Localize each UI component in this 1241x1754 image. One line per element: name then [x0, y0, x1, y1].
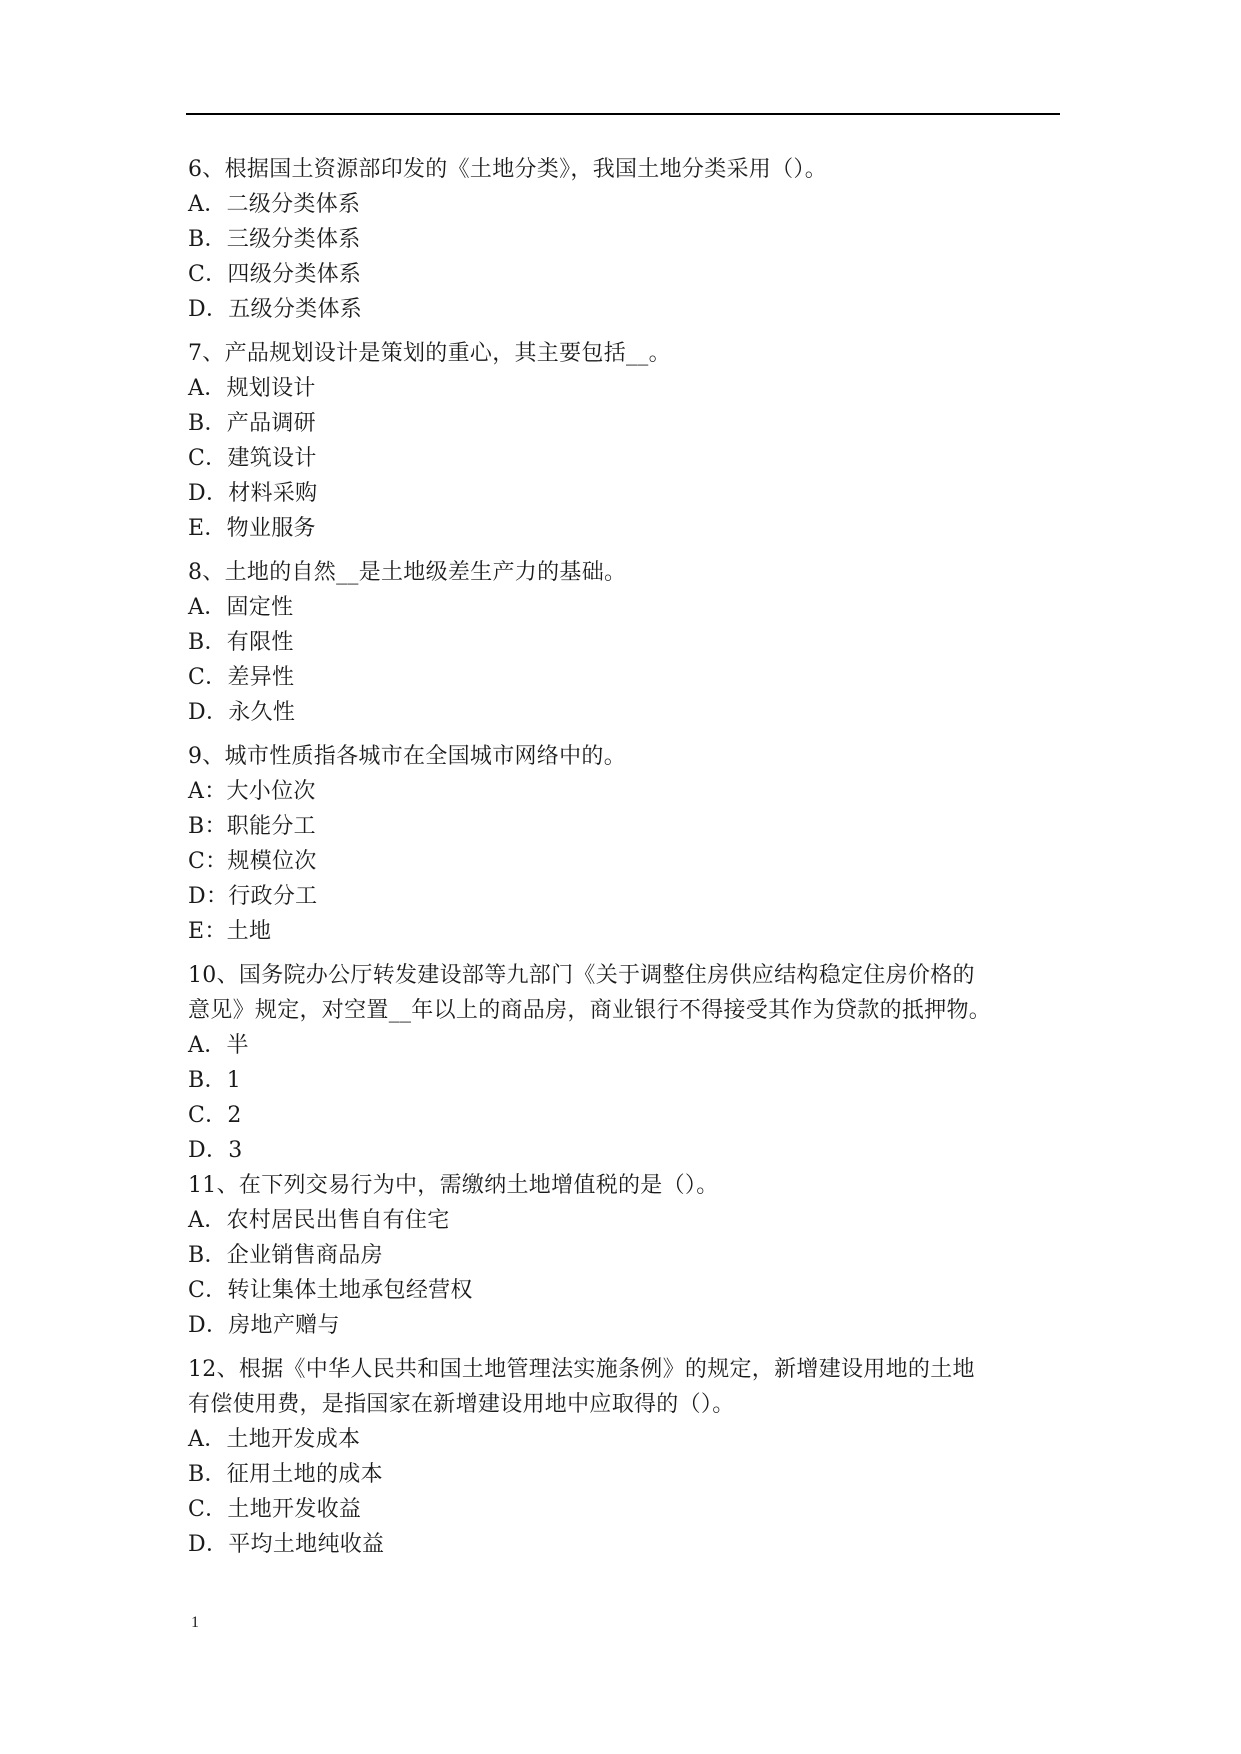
question-6-option-b: B．三级分类体系 — [188, 227, 361, 252]
question-6-option-c: C．四级分类体系 — [188, 262, 362, 287]
question-10 — [188, 958, 1060, 1168]
question-12 — [188, 1352, 1060, 1562]
question-11-option-a: A．农村居民出售自有住宅 — [188, 1208, 450, 1233]
question-12-option-c: C．土地开发收益 — [188, 1497, 362, 1522]
question-10-stem-line-2: 意见》规定，对空置__年以上的商品房，商业银行不得接受其作为贷款的抵押物。 — [188, 998, 992, 1023]
question-11-stem: 11、在下列交易行为中，需缴纳土地增值税的是（）。 — [188, 1173, 719, 1198]
question-12-stem-line-1: 12、根据《中华人民共和国土地管理法实施条例》的规定，新增建设用地的土地 — [188, 1357, 975, 1382]
question-12-option-a: A．土地开发成本 — [188, 1427, 361, 1452]
question-7 — [188, 336, 1060, 546]
question-8 — [188, 555, 1060, 730]
question-12-option-b: B．征用土地的成本 — [188, 1462, 383, 1487]
question-7-option-c: C．建筑设计 — [188, 446, 317, 471]
question-9-option-e: E：土地 — [188, 919, 272, 944]
question-7-option-b: B．产品调研 — [188, 411, 316, 436]
question-9 — [188, 739, 1060, 949]
question-11 — [188, 1168, 1060, 1343]
question-7-option-a: A．规划设计 — [188, 376, 316, 401]
question-11-option-c: C．转让集体土地承包经营权 — [188, 1278, 473, 1303]
question-8-stem: 8、土地的自然__是土地级差生产力的基础。 — [188, 560, 627, 585]
question-10-option-a: A．半 — [188, 1033, 249, 1058]
question-7-stem: 7、产品规划设计是策划的重心，其主要包括__。 — [188, 341, 671, 366]
question-8-option-d: D．永久性 — [188, 700, 296, 725]
question-9-stem: 9、城市性质指各城市在全国城市网络中的。 — [188, 744, 626, 769]
question-6 — [188, 152, 1060, 327]
question-7-option-d: D．材料采购 — [188, 481, 318, 506]
question-8-option-b: B．有限性 — [188, 630, 294, 655]
question-10-stem-line-1: 10、国务院办公厅转发建设部等九部门《关于调整住房供应结构稳定住房价格的 — [188, 963, 975, 988]
question-6-option-a: A．二级分类体系 — [188, 192, 361, 217]
question-9-option-b: B：职能分工 — [188, 814, 316, 839]
question-8-option-c: C．差异性 — [188, 665, 295, 690]
header-rule — [186, 113, 1060, 115]
question-6-option-d: D．五级分类体系 — [188, 297, 363, 322]
question-10-option-c: C．2 — [188, 1103, 242, 1128]
question-9-option-c: C：规模位次 — [188, 849, 317, 874]
page-number: 1 — [191, 1614, 199, 1631]
question-10-option-b: B．1 — [188, 1068, 242, 1093]
question-7-option-e: E．物业服务 — [188, 516, 316, 541]
question-6-stem: 6、根据国土资源部印发的《土地分类》，我国土地分类采用（）。 — [188, 157, 827, 182]
question-11-option-b: B．企业销售商品房 — [188, 1243, 383, 1268]
question-9-option-d: D：行政分工 — [188, 884, 318, 909]
question-10-option-d: D．3 — [188, 1138, 243, 1163]
question-12-option-d: D．平均土地纯收益 — [188, 1532, 385, 1557]
question-12-stem-line-2: 有偿使用费，是指国家在新增建设用地中应取得的（）。 — [188, 1392, 735, 1417]
question-list — [188, 152, 1060, 1571]
question-9-option-a: A：大小位次 — [188, 779, 316, 804]
question-8-option-a: A．固定性 — [188, 595, 294, 620]
question-11-option-d: D．房地产赠与 — [188, 1313, 340, 1338]
